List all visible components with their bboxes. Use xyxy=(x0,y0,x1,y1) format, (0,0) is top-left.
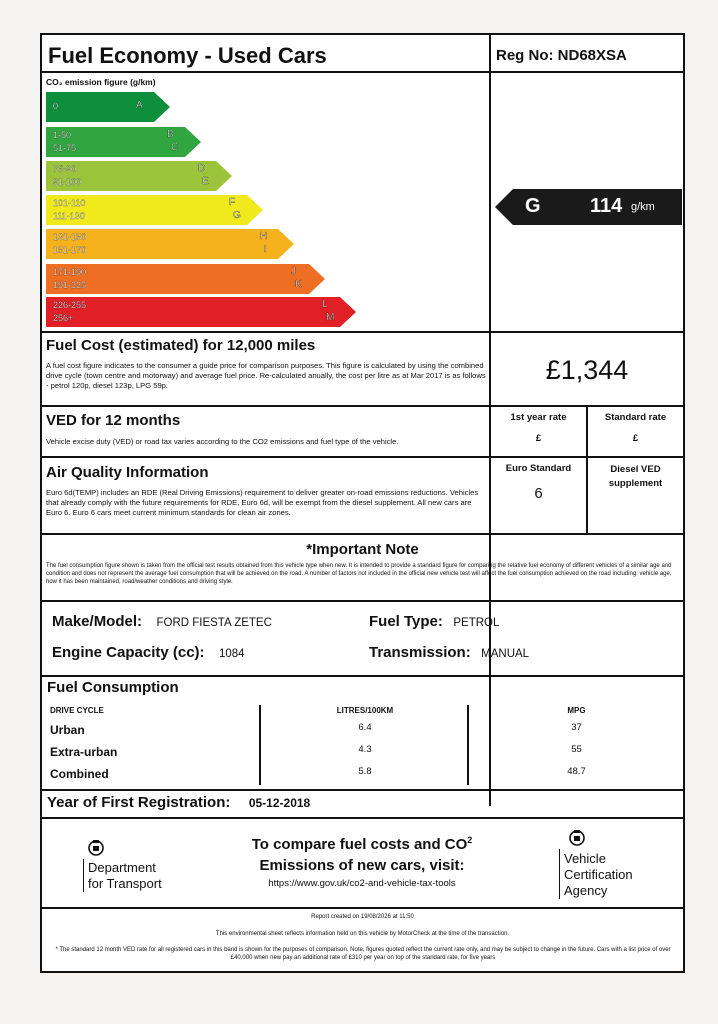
standard-rate-label: Standard rate xyxy=(604,412,667,423)
divider xyxy=(42,71,683,73)
compare-line2: Emissions of new cars, visit: xyxy=(259,857,465,874)
band-range: 226-255 xyxy=(53,300,87,310)
band-letter: C xyxy=(171,142,179,153)
divider xyxy=(42,675,683,677)
co2-rating-value: 114 xyxy=(590,195,623,217)
extra-urban-label: Extra-urban xyxy=(50,745,118,759)
band-range: 101-110 xyxy=(53,198,86,208)
co2-band-hi xyxy=(46,229,294,259)
divider xyxy=(42,789,683,791)
co2-band-a xyxy=(46,92,170,122)
compare-url[interactable]: https://www.gov.uk/co2-and-vehicle-tax-tools xyxy=(268,878,456,889)
co2-band-bc xyxy=(46,127,201,157)
transmission-label: Transmission: xyxy=(369,644,471,661)
band-arrow xyxy=(46,297,356,327)
vca-rule xyxy=(559,849,560,899)
make-model-value: FORD FIESTA ZETEC xyxy=(156,617,272,629)
divider xyxy=(42,817,683,819)
euro-standard-value: 6 xyxy=(534,485,543,502)
band-range: 111-130 xyxy=(53,211,85,221)
extra-urban-mpg: 55 xyxy=(571,744,582,755)
band-letter: D xyxy=(198,163,206,174)
band-range: 191-225 xyxy=(53,280,87,290)
euro-standard-label: Euro Standard xyxy=(505,463,572,474)
engine-capacity-row xyxy=(52,644,245,662)
important-note-text: The fuel consumption figure shown is taken from the official test results obtained from this vehicle type when new. It is intended to provide a standard figure for comparing the relative fuel economy of different vehicles of a similar age and condition and does not represent the average fuel consumption that will be achieved on the road. A number of factors not included in the official new vehicle test will affect the fuel consumption achieved on the road including: vehicle age, how it has been maintained, road/weather conditions and driving style. xyxy=(46,563,672,585)
divider xyxy=(586,405,588,533)
divider xyxy=(42,533,683,535)
vca-name-line3: Agency xyxy=(564,883,608,898)
band-letter: B xyxy=(167,129,174,140)
engine-capacity-value: 1084 xyxy=(219,648,245,660)
urban-label: Urban xyxy=(50,723,85,737)
band-letter: H xyxy=(260,231,268,242)
vca-name-line2: Certification xyxy=(564,867,633,882)
co2-band-lm xyxy=(46,297,356,327)
band-letter: E xyxy=(202,176,209,187)
make-model-label: Make/Model: xyxy=(52,613,143,630)
divider xyxy=(42,456,683,458)
divider xyxy=(42,331,683,333)
band-arrow xyxy=(46,92,170,122)
vca-name-line1: Vehicle xyxy=(564,851,606,866)
divider xyxy=(489,35,491,331)
band-range: 1-50 xyxy=(53,130,72,140)
litres-header: LITRES/100KM xyxy=(336,706,394,715)
ved-description: Vehicle excise duty (VED) or road tax varies according to the CO2 emissions and fuel type of the vehicle. xyxy=(46,437,399,446)
engine-capacity-label: Engine Capacity (cc): xyxy=(52,644,205,661)
make-model-row xyxy=(52,613,272,631)
report-created: Report created on 19/08/2026 at 11:50 xyxy=(311,914,414,920)
divider xyxy=(259,705,261,785)
air-quality-description: Euro 6d(TEMP) includes an RDE (Real Driving Emissions) requirement to deliver greater on-road emissions reductions. Vehicles that already comply with the future requirements for RDE, Euro 6d, will be exempt from the diesel supplement. All new cars are Euro 6. Euro 6 cars meet current minimum standards for clean air zones. xyxy=(46,488,479,517)
reg-number: Reg No: ND68XSA xyxy=(496,47,627,64)
co2-rating-unit: g/km xyxy=(631,201,655,213)
band-letter: K xyxy=(295,279,302,290)
band-range: 171-190 xyxy=(53,267,87,277)
crest-icon xyxy=(84,837,108,857)
transmission-value: MANUAL xyxy=(481,648,530,660)
dft-name-line1: Department xyxy=(88,860,156,875)
co2-band-de xyxy=(46,161,232,191)
combined-litres: 5.8 xyxy=(358,766,372,777)
diesel-supplement-label: Diesel VED supplement xyxy=(608,464,663,489)
page-title: Fuel Economy - Used Cars xyxy=(48,43,327,68)
fuel-type-value: PETROL xyxy=(453,617,500,629)
band-letter: I xyxy=(264,244,267,255)
band-letter: L xyxy=(322,299,328,310)
fuel-cost-description: A fuel cost figure indicates to the consumer a guide price for comparison purposes. This figure is calculated by using the combined drive cycle (town centre and motorway) and average fuel price. Re-calculated anually, the cost per litre as at Mar 2017 is as follows - petrol 120p, diesel 123p, LPG 59p. xyxy=(46,361,486,390)
band-letter: M xyxy=(326,312,335,323)
first-year-rate-value: £ xyxy=(535,433,542,444)
compare-line1 xyxy=(232,835,492,853)
extra-urban-litres: 4.3 xyxy=(358,744,372,755)
band-letter: A xyxy=(136,100,143,111)
fuel-consumption-title: Fuel Consumption xyxy=(47,679,179,696)
fuel-cost-title: Fuel Cost (estimated) for 12,000 miles xyxy=(46,337,316,354)
standard-rate-value: £ xyxy=(632,433,639,444)
compare-sup: 2 xyxy=(467,835,473,845)
ved-title: VED for 12 months xyxy=(46,412,181,429)
dft-name-line2: for Transport xyxy=(88,876,162,891)
fuel-type-label: Fuel Type: xyxy=(369,613,443,630)
ved-disclaimer: * The standard 12 month VED rate for all registered cars in this band is shown for the purposes of comparison. Note, figures quoted reflect the current rate only, and may be subject to change in the future. Cars with a list price of over £40,000 when new pay an additional rate of £310 per year on top of the standard rate, for five years xyxy=(55,947,671,961)
fuel-cost-value: £1,344 xyxy=(545,355,629,385)
divider xyxy=(42,907,683,909)
dft-rule xyxy=(83,859,84,892)
dft-logo xyxy=(82,835,232,895)
registration-value: 05-12-2018 xyxy=(248,796,311,810)
transmission-row xyxy=(369,644,529,662)
band-range: 256+ xyxy=(53,313,74,323)
sheet-notice: This environmental sheet reflects information held on this vehicle by MotorCheck at the time of the transaction. xyxy=(215,931,510,937)
band-letter: G xyxy=(233,210,241,221)
divider xyxy=(42,600,683,602)
band-range: 0 xyxy=(53,101,59,111)
drive-cycle-header: DRIVE CYCLE xyxy=(50,706,104,715)
co2-band-jk xyxy=(46,264,325,294)
combined-label: Combined xyxy=(50,767,109,781)
band-range: 151-170 xyxy=(53,245,87,255)
co2-band-fg xyxy=(46,195,263,225)
band-range: 131-150 xyxy=(53,232,87,242)
vca-logo xyxy=(558,827,678,903)
registration-row xyxy=(47,794,310,812)
band-range: 91-100 xyxy=(53,177,82,187)
co2-label: CO₂ emission figure (g/km) xyxy=(46,77,156,87)
band-range: 51-75 xyxy=(53,143,77,153)
compare-line1-text: To compare fuel costs and CO xyxy=(251,836,468,853)
fuel-type-row xyxy=(369,613,499,631)
band-letter: J xyxy=(291,266,296,277)
crest-icon xyxy=(565,827,589,847)
band-letter: F xyxy=(229,197,236,208)
combined-mpg: 48.7 xyxy=(567,766,586,777)
fuel-economy-sheet xyxy=(40,33,685,973)
air-quality-title: Air Quality Information xyxy=(46,464,209,481)
band-arrow xyxy=(46,264,325,294)
co2-rating-band: G xyxy=(525,195,541,217)
urban-litres: 6.4 xyxy=(358,722,372,733)
band-range: 76-90 xyxy=(53,164,77,174)
co2-rating-arrow xyxy=(495,189,682,225)
registration-label: Year of First Registration: xyxy=(47,794,231,811)
important-note-title: *Important Note xyxy=(306,541,419,558)
mpg-header: MPG xyxy=(567,706,586,715)
first-year-rate-label: 1st year rate xyxy=(510,412,567,423)
urban-mpg: 37 xyxy=(571,722,582,733)
